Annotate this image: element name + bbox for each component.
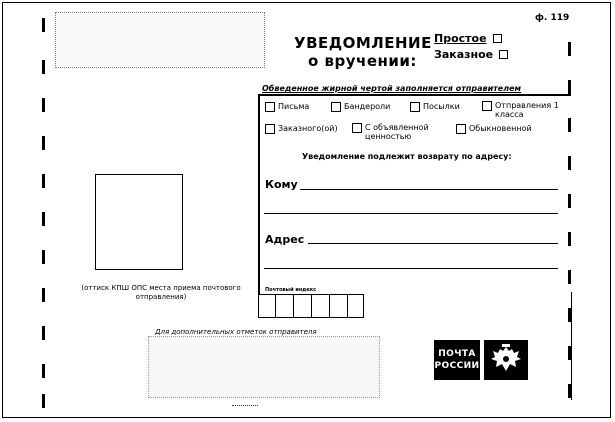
acceptance-stamp-caption: (оттиск КПШ ОПС места приема почтового отправления) <box>81 284 241 301</box>
sender-fill-note: Обведенное жирной чертой заполняется отправителем <box>262 84 522 93</box>
index-cell-divider <box>329 295 330 317</box>
address-line-2[interactable] <box>264 268 558 269</box>
cut-mark <box>42 60 45 74</box>
russian-post-logo <box>434 340 480 380</box>
type-parcel-post-label: Бандероли <box>344 102 391 111</box>
recipient-label: Кому <box>265 178 298 191</box>
option-registered-checkbox[interactable] <box>499 50 508 59</box>
type-package-checkbox[interactable] <box>410 102 420 112</box>
return-address-note: Уведомление подлежит возврату по адресу: <box>302 152 512 161</box>
type-first-class[interactable] <box>482 101 566 119</box>
type-first-class-label: Отправления 1 класса <box>495 101 559 119</box>
logo-line2: РОССИИ <box>434 361 480 371</box>
kind-registered[interactable] <box>265 124 338 134</box>
address-line[interactable] <box>308 243 558 244</box>
cut-mark <box>42 250 45 264</box>
option-simple[interactable] <box>434 32 502 45</box>
eagle-emblem-icon <box>484 340 528 380</box>
postmark-area <box>55 12 265 68</box>
acceptance-stamp-box <box>95 174 183 270</box>
type-letter[interactable] <box>265 102 309 112</box>
cut-mark <box>42 394 45 408</box>
type-letter-checkbox[interactable] <box>265 102 275 112</box>
additional-marks-area[interactable] <box>148 336 380 398</box>
section-divider <box>571 292 572 400</box>
kind-ordinary[interactable] <box>456 124 532 134</box>
cut-mark <box>568 80 571 94</box>
postal-index-field[interactable] <box>258 294 364 318</box>
address-label: Адрес <box>265 233 305 246</box>
index-cell-divider <box>311 295 312 317</box>
form-number: ф. 119 <box>535 13 570 23</box>
postal-index-label: Почтовый индекс <box>265 287 317 293</box>
option-simple-checkbox[interactable] <box>493 34 502 43</box>
cut-mark <box>42 174 45 188</box>
type-package-label: Посылки <box>423 102 460 111</box>
kind-ordinary-checkbox[interactable] <box>456 124 466 134</box>
form-title: УВЕДОМЛЕНИЕ <box>294 34 432 52</box>
kind-declared-value-label: С объявленной ценностью <box>365 123 429 141</box>
option-simple-label: Простое <box>434 32 487 45</box>
cut-mark <box>42 18 45 32</box>
cut-mark <box>42 212 45 226</box>
recipient-line[interactable] <box>300 189 558 190</box>
cut-mark <box>42 288 45 302</box>
form-subtitle: о вручении: <box>308 52 417 70</box>
type-parcel-post-checkbox[interactable] <box>331 102 341 112</box>
bottom-mark <box>232 405 258 407</box>
cut-mark <box>42 326 45 340</box>
kind-declared-value-checkbox[interactable] <box>352 123 362 133</box>
cut-mark <box>568 42 571 56</box>
option-registered-label: Заказное <box>434 48 494 61</box>
kind-registered-label: Заказного(ой) <box>278 124 338 133</box>
recipient-line-2[interactable] <box>264 213 558 214</box>
logo-line1: ПОЧТА <box>438 349 476 359</box>
cut-mark <box>42 364 45 378</box>
cut-mark <box>42 136 45 150</box>
cut-mark <box>42 98 45 112</box>
kind-ordinary-label: Обыкновенной <box>469 124 532 133</box>
type-parcel-post[interactable] <box>331 102 390 112</box>
kind-registered-checkbox[interactable] <box>265 124 275 134</box>
additional-marks-label: Для дополнительных отметок отправителя <box>155 328 317 336</box>
type-package[interactable] <box>410 102 460 112</box>
kind-declared-value[interactable] <box>352 123 447 141</box>
type-letter-label: Письма <box>278 102 310 111</box>
index-cell-divider <box>275 295 276 317</box>
index-cell-divider <box>293 295 294 317</box>
index-cell-divider <box>347 295 348 317</box>
type-first-class-checkbox[interactable] <box>482 101 492 111</box>
option-registered[interactable] <box>434 48 508 61</box>
